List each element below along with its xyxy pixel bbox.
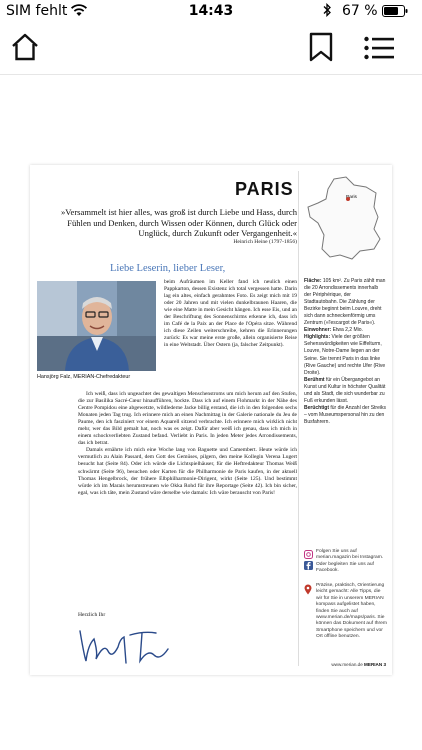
fact-item [304, 327, 386, 334]
fact-item [304, 278, 386, 327]
map-label: Paris [346, 195, 357, 200]
instagram-note [302, 549, 388, 575]
fact-text: für ein Übergangebot an Kunst und Kultur in höchster Qualität und als Stadt, die sich wunderbar zu Fuß erkunden lässt. [304, 376, 386, 404]
magazine-page[interactable] [30, 165, 392, 675]
kompass-text: Präzise, praktisch, Orientierung leicht gemacht: Alle Tipps, die wir für Sie in unserem MERIAN kompass aufgelistet haben, finden Sie auch auf www.merian.de/maps/paris. Sie können das Dokument auf Ihrem Smartphone speichern und vor Ort offline benutzen. [316, 583, 387, 640]
fact-label: Fläche: [304, 278, 322, 284]
status-bar [0, 0, 422, 22]
editorial-intro-text: beim Aufräumen im Keller fand ich neulich einen Pappkarton, dessen Existenz ich total vergessen hatte. Darin lag ein altes, einfach gerahmtes Foto. Es zeigt mich mit 19 oder 20 Jahren und mit vielen dunkelbraunen Haaren, die wie eine Matte in mein Gesicht hängen. Ich esse Eis, und an der Beschriftung des Sonnenschirms erkenne ich, dass ich im Café de la Paix an der Place de l'Opéra sitze. Während ich diese Zeilen weiterschreibe, kehren die Erinnerungen zurück: Es war meine erste große, allein organisierte Reise in eine Weltstadt. Über Ostern (ja, falscher Zeitpunkt). [164, 279, 297, 349]
footer-brand: MERIAN 3 [364, 662, 386, 667]
france-map [304, 173, 388, 263]
fact-text: Viele der größten Sehenswürdigkeiten wie Eiffelturm, Louvre, Notre-Dame liegen an der Seine. Sie trennt Paris in das linke (Rive Gauche) und rechte Ufer (Rive Droite). [304, 334, 386, 376]
quote-author: Heinrich Heine (1797-1856) [233, 239, 297, 245]
page-title: PARIS [235, 179, 294, 199]
battery-percent: 67 % [342, 3, 378, 19]
fact-label: Berühmt [304, 376, 325, 383]
clock: 14:43 [188, 3, 234, 19]
heine-quote: »Versammelt ist hier alles, was groß ist durch Liebe und Hass, durch Fühlen und Denken, durch Wissen oder Können, durch Glück oder Unglück, durch Zukunft oder Vergangenheit.« [60, 207, 297, 239]
fact-label: Berüchtigt [304, 404, 329, 411]
editor-photo [37, 281, 156, 371]
paragraph: Damals ernährte ich mich eine Woche lang von Baguette und Camembert. Heute würde ich vermutlich zu Alain Passard, dem Gott des Gemüses, pilgern, den meine Kollegin Verena Lugert besucht hat (Seite 84). Oder ich würde die Lichtspielhäuser, für die Heftredakteur Thomas Weiß schwärmt (Seite 96), besuchen oder Karten für die Philharmonie de Paris kaufen, in der aktuell Thomas Hengelbrock, der frühere Elbphilharmonie-Dirigent, wirkt (Seite 125). Und bestimmt würde ich im Marais herumstreunen wie Okka Rohd für ihre Reportage (Seite 42). Ich bin sicher, egal, was ich täte, mein Zustand wäre derselbe wie damals: Ich wäre berauscht von Paris! [78, 447, 297, 496]
social-links [302, 549, 388, 579]
facebook-icon [304, 561, 313, 570]
home-icon[interactable] [10, 32, 40, 62]
fact-text: Etwa 2,2 Mio. [331, 327, 363, 334]
kompass-note [302, 583, 388, 641]
fact-label: Einwohner: [304, 327, 332, 334]
instagram-text: Folgen Sie uns auf merian.magazin bei Instagram. Oder begleiten Sie uns auf Facebook. [316, 549, 384, 574]
fact-item [304, 334, 386, 376]
map-pin-icon [304, 584, 312, 595]
fact-text: für die Anzahl der Streiks – vom Museumspersonal hin zu den Busfahrern. [304, 404, 386, 425]
fact-text: 105 km². Zu Paris zählt man die 20 Arrondissements innerhalb der Périphérique, der Stadtautobahn. Die Zählung der Bezirke beginnt beim Louvre, dreht sich dann schneckenförmig ums Zentrum (»l'escargot de Paris«). [304, 278, 386, 327]
menu-icon[interactable] [364, 36, 394, 60]
instagram-icon [304, 550, 313, 559]
greeting-heading: Liebe Leserin, lieber Leser, [110, 263, 226, 274]
photo-caption: Hansjörg Falz, MERIAN-Chefredakteur [37, 374, 131, 380]
editorial-body [78, 391, 297, 497]
signoff: Herzlich Ihr [78, 612, 106, 618]
footer-url: www.merian.de [331, 662, 363, 667]
page-footer [331, 662, 386, 667]
bluetooth-icon [322, 3, 332, 17]
carrier-label: SIM fehlt [6, 3, 68, 19]
signature-image [74, 625, 184, 667]
top-navigation [0, 24, 422, 75]
fact-item [304, 405, 386, 426]
paragraph: Ich weiß, dass ich ungeachtet des gewaltigen Menschenstroms um mich herum auf den Stufen, die zur Basilika Sacré-Cœur hinaufführen, hockte. Dass ich auf einem Flohmarkt in der Nähe des Centre Pompidou eine abgewetzte, wildlederne Jacke billig erstand, die ich in den folgenden sechs Monaten jeden Tag trug. Ich erinnere mich an einen Nachmittag in der Galerie nationale du Jeu de Paume, den ich fasziniert vor einem Aquarell sitzend verbrachte. Ich erinnere mich wirklich nicht mehr, wer das Bild gemalt hat, noch was es zeigt. Dafür aber weiß ich genau, dass ich mich in einem schockverliebten Zustand befand. Verliebt in Paris. In jeden Meter jedes Arrondissements, das ich betrat. [78, 391, 297, 447]
city-facts [304, 278, 386, 426]
column-divider [298, 171, 299, 666]
fact-item [304, 377, 386, 405]
bookmark-icon[interactable] [308, 32, 334, 62]
fact-label: Highlights: [304, 334, 331, 341]
battery-icon [382, 5, 408, 17]
